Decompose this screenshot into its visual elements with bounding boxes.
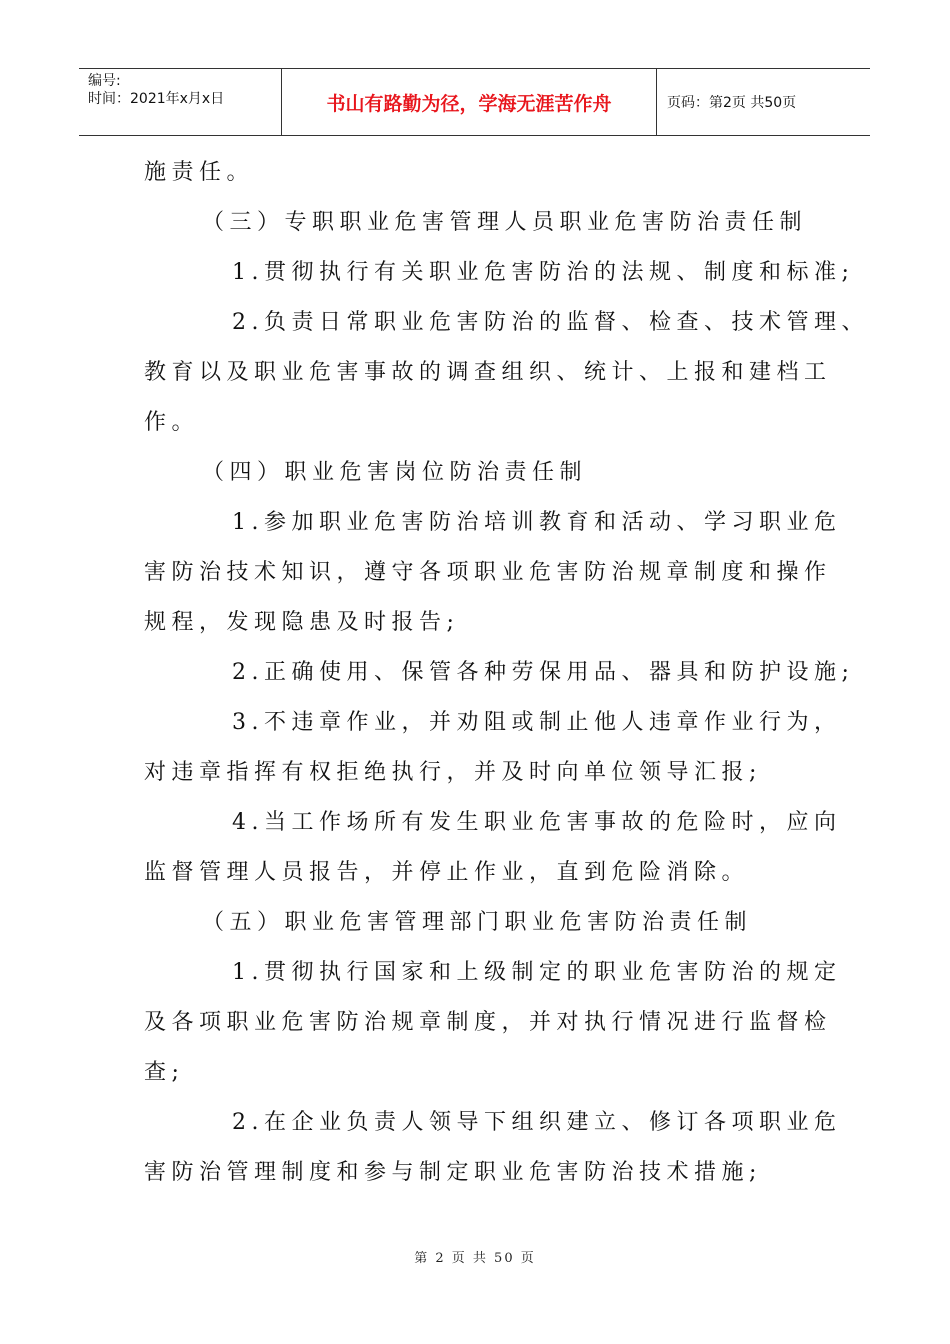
body-line: 监督管理人员报告，并停止作业，直到危险消除。 — [144, 860, 750, 885]
date-label: 时间：2021年x月x日 — [88, 91, 225, 107]
body-line: 作。 — [144, 410, 200, 435]
body-line: 教育以及职业危害事故的调查组织、统计、上报和建档工 — [144, 360, 832, 385]
body-line: 施责任。 — [144, 160, 255, 185]
body-line: 3.不违章作业，并劝阻或制止他人违章作业行为， — [232, 710, 842, 735]
body-line: 2.在企业负责人领导下组织建立、修订各项职业危 — [232, 1110, 842, 1135]
body-line: 害防治管理制度和参与制定职业危害防治技术措施; — [144, 1160, 762, 1185]
body-line: 规程，发现隐患及时报告; — [144, 610, 460, 635]
section-heading: （三）专职职业危害管理人员职业危害防治责任制 — [202, 210, 808, 235]
body-line: 查; — [144, 1060, 185, 1085]
body-line: 4.当工作场所有发生职业危害事故的危险时，应向 — [232, 810, 842, 835]
page-footer: 第 2 页 共 50 页 — [414, 1251, 536, 1266]
header-page-info: 页码：第2页 共50页 — [667, 95, 797, 111]
body-line: 2.正确使用、保管各种劳保用品、器具和防护设施; — [232, 660, 855, 685]
serial-label: 编号: — [88, 73, 121, 89]
section-heading: （五）职业危害管理部门职业危害防治责任制 — [202, 910, 753, 935]
body-line: 1.贯彻执行有关职业危害防治的法规、制度和标准; — [232, 260, 855, 285]
body-line: 对违章指挥有权拒绝执行，并及时向单位领导汇报; — [144, 760, 762, 785]
section-heading: （四）职业危害岗位防治责任制 — [202, 460, 588, 485]
body-line: 1.参加职业危害防治培训教育和活动、学习职业危 — [232, 510, 842, 535]
body-line: 害防治技术知识，遵守各项职业危害防治规章制度和操作 — [144, 560, 832, 585]
body-line: 2.负责日常职业危害防治的监督、检查、技术管理、 — [232, 310, 869, 335]
header-motto-cell — [282, 69, 657, 135]
page-header — [79, 68, 870, 136]
body-line: 及各项职业危害防治规章制度，并对执行情况进行监督检 — [144, 1010, 832, 1035]
header-meta — [79, 69, 282, 135]
motto: 书山有路勤为径，学海无涯苦作舟 — [326, 92, 612, 115]
body-line: 1.贯彻执行国家和上级制定的职业危害防治的规定 — [232, 960, 842, 985]
